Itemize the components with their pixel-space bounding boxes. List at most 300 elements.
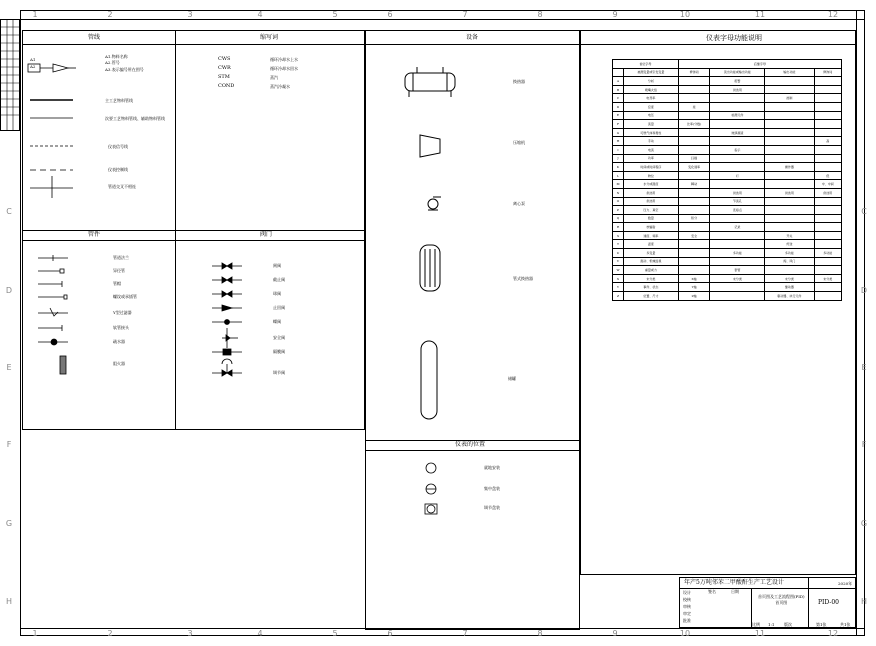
project-year: 2020年 [838, 581, 853, 586]
table-cell [814, 163, 841, 172]
table-header-cell: 后继字母 [678, 60, 841, 69]
table-header-cell: 修饰词 [814, 68, 841, 77]
table-cell: 时间或时间程序 [624, 163, 679, 172]
title-block-footer-item: 1:1 [768, 622, 775, 627]
table-cell: 供选用 [710, 85, 765, 94]
table-cell: 节流孔 [710, 197, 765, 206]
table-cell: 继动器 [765, 283, 814, 292]
table-row [613, 163, 842, 172]
table-row [613, 188, 842, 197]
zone-col-1: 1 [32, 10, 38, 19]
pipeline-text-6: 管道交叉不相连 [108, 184, 136, 189]
table-cell [678, 249, 710, 258]
table-cell: 供选用 [765, 188, 814, 197]
table-cell: 功率 [624, 154, 679, 163]
table-cell: 供选用 [814, 188, 841, 197]
table-cell [814, 223, 841, 232]
abbreviation-code: CWS [218, 56, 231, 62]
zone-col-2: 2 [107, 10, 113, 19]
table-cell: Y [613, 283, 624, 292]
table-row [613, 223, 842, 232]
table-row [613, 85, 842, 94]
table-cell: E [613, 111, 624, 120]
table-row [613, 180, 842, 189]
zone-col-4: 4 [257, 10, 263, 19]
valve-label: 蝶阀 [273, 319, 281, 324]
valve-label: 安全阀 [273, 335, 285, 340]
table-cell [678, 223, 710, 232]
title-block-header: 签名 [708, 589, 716, 594]
table-cell: 速度、频率 [624, 231, 679, 240]
table-cell: 未分类 [765, 274, 814, 283]
zone-col-12: 12 [827, 629, 839, 638]
table-cell [710, 154, 765, 163]
zone-col-5: 5 [332, 10, 338, 19]
zone-row-C: C [861, 207, 867, 216]
table-cell [814, 94, 841, 103]
instrument-letters-table [612, 59, 842, 301]
table-cell [814, 111, 841, 120]
revision-grid-lines [0, 19, 20, 131]
table-row [613, 102, 842, 111]
title-block-line-1 [679, 588, 856, 589]
equipment-title: 设备 [466, 34, 479, 41]
table-cell [765, 154, 814, 163]
table-header-cell: 读出功能或输出功能 [710, 68, 765, 77]
table-cell [678, 145, 710, 154]
table-header-row [613, 68, 842, 77]
zone-col-7: 7 [462, 629, 468, 638]
table-cell [814, 266, 841, 275]
table-cell [678, 266, 710, 275]
table-cell [814, 120, 841, 129]
table-row [613, 214, 842, 223]
table-cell: 重量或力 [624, 266, 679, 275]
zone-col-3: 3 [187, 629, 193, 638]
zone-row-G: G [860, 519, 868, 528]
table-cell: 未分类 [710, 274, 765, 283]
title-block-role: 审定 [683, 611, 691, 616]
table-cell [814, 214, 841, 223]
table-cell [765, 266, 814, 275]
table-cell: 驱动器、执行元件 [765, 292, 814, 301]
table-cell: 指示 [710, 145, 765, 154]
table-cell [678, 188, 710, 197]
table-cell [814, 128, 841, 137]
valve-label: 球阀 [273, 291, 281, 296]
abbreviation-code: STM [218, 74, 230, 80]
table-cell [814, 197, 841, 206]
table-header-cell: 首位字母 [613, 60, 679, 69]
table-row [613, 257, 842, 266]
table-cell: 温度 [624, 240, 679, 249]
table-cell [765, 111, 814, 120]
table-cell: 阀、风门 [765, 257, 814, 266]
table-cell [678, 128, 710, 137]
zone-bar-right [856, 10, 857, 636]
title-block-footer-item: 共1张 [840, 622, 851, 627]
table-row [613, 231, 842, 240]
table-cell: 供选用 [710, 188, 765, 197]
table-cell [765, 180, 814, 189]
fitting-label: Y型过滤器 [113, 310, 132, 315]
table-cell: R [613, 223, 624, 232]
table-cell [814, 154, 841, 163]
title-block-role: 审核 [683, 604, 691, 609]
table-cell: I [613, 145, 624, 154]
table-row [613, 120, 842, 129]
zone-col-11: 11 [754, 629, 766, 638]
table-row [613, 145, 842, 154]
table-cell: 多变量 [624, 249, 679, 258]
fitting-label: 管帽 [113, 281, 121, 286]
table-row [613, 240, 842, 249]
table-cell: 多功能 [710, 249, 765, 258]
equipment-symbols [395, 65, 475, 425]
equipment-title-line [365, 44, 580, 45]
table-cell [710, 257, 765, 266]
table-header-cell: 输出功能 [765, 68, 814, 77]
table-cell: 多功能 [814, 249, 841, 258]
pipeline-label-a1: A1 [30, 57, 36, 62]
instrument-location-label: 集中盘装 [484, 486, 500, 491]
table-cell [678, 240, 710, 249]
zone-row-E: E [6, 363, 12, 372]
pipeline-label-a2: A2 [30, 64, 36, 69]
table-cell: B [613, 85, 624, 94]
table-cell [765, 77, 814, 86]
table-cell: 多功能 [765, 249, 814, 258]
table-cell: 密度 [624, 102, 679, 111]
table-row [613, 274, 842, 283]
table-cell: 传送 [765, 240, 814, 249]
title-block-footer-item: 第1张 [816, 622, 827, 627]
instrument-location-label: 就地安装 [484, 465, 500, 470]
title-block-role: 校核 [683, 597, 691, 602]
table-cell: 控制 [765, 94, 814, 103]
table-cell [710, 180, 765, 189]
table-row [613, 197, 842, 206]
table-cell: U [613, 249, 624, 258]
table-cell [678, 77, 710, 86]
table-cell [710, 231, 765, 240]
zone-col-10: 10 [679, 10, 691, 19]
table-cell [765, 223, 814, 232]
instrument-location-symbols [424, 462, 444, 522]
valve-label: 闸阀 [273, 263, 281, 268]
table-cell: 喷嘴火焰 [624, 85, 679, 94]
table-cell [678, 137, 710, 146]
abbreviation-code: CWR [218, 65, 231, 71]
table-cell [765, 145, 814, 154]
title-block-role: 批准 [683, 618, 691, 623]
table-cell [710, 283, 765, 292]
table-header-row [613, 60, 842, 69]
table-cell: 安全 [678, 231, 710, 240]
table-cell: 位置、尺寸 [624, 292, 679, 301]
table-cell: 变化速率 [678, 163, 710, 172]
table-cell [678, 206, 710, 215]
project-title: 年产5万吨邻苯二甲酸酐生产工艺设计 [684, 579, 784, 586]
pipeline-symbols [28, 48, 88, 198]
table-cell [678, 171, 710, 180]
zone-row-F: F [6, 440, 12, 449]
table-cell: G [613, 128, 624, 137]
zone-col-6: 6 [387, 10, 393, 19]
instrument-letters-title: 仪表字母功能说明 [706, 34, 762, 42]
title-block-role: 设计 [683, 590, 691, 595]
table-cell [765, 137, 814, 146]
table-cell [765, 128, 814, 137]
table-cell: 比率(分数) [678, 120, 710, 129]
table-row [613, 206, 842, 215]
table-cell: 手动 [624, 137, 679, 146]
fitting-label: 螺纹或承插管 [113, 294, 137, 299]
table-cell [765, 197, 814, 206]
table-cell: C [613, 94, 624, 103]
table-cell [765, 85, 814, 94]
zone-row-H: H [5, 597, 12, 606]
table-cell [814, 240, 841, 249]
table-cell: 连接点 [710, 206, 765, 215]
valves-title: 阀门 [260, 231, 273, 238]
table-cell: 振动、机械监视 [624, 257, 679, 266]
table-cell [814, 292, 841, 301]
zone-col-7: 7 [462, 10, 468, 19]
table-cell [814, 231, 841, 240]
table-cell [814, 257, 841, 266]
table-cell: L [613, 171, 624, 180]
fitting-label: 疏水器 [113, 339, 125, 344]
table-cell: X轴 [678, 274, 710, 283]
zone-col-10: 10 [679, 629, 691, 638]
fitting-label: 异径管 [113, 268, 125, 273]
zone-row-D: D [860, 286, 868, 295]
zone-col-5: 5 [332, 629, 338, 638]
legend-mid-line-2 [22, 240, 365, 241]
table-cell: T [613, 240, 624, 249]
table-cell [814, 85, 841, 94]
table-cell: N [613, 188, 624, 197]
valve-label: 截止阀 [273, 277, 285, 282]
table-cell: 积分 [678, 214, 710, 223]
table-row [613, 94, 842, 103]
title-block-footer-item: 版次 [784, 622, 792, 627]
abbreviations-title: 缩写词 [260, 34, 279, 41]
valve-label: 调节阀 [273, 370, 285, 375]
table-cell: H [613, 137, 624, 146]
table-cell: 供选用 [624, 197, 679, 206]
zone-col-4: 4 [257, 629, 263, 638]
zone-col-1: 1 [32, 629, 38, 638]
table-cell: Q [613, 214, 624, 223]
title-block-vline-1 [808, 577, 809, 628]
drawing-number: PID-00 [818, 599, 839, 606]
pipeline-text-5: 仪表控制线 [108, 167, 128, 172]
table-cell: 开关 [765, 231, 814, 240]
table-row [613, 171, 842, 180]
table-cell: Y轴 [678, 283, 710, 292]
instrument-location-line [365, 450, 580, 451]
abbreviation-desc: 蒸汽冷凝水 [270, 84, 290, 89]
table-cell: 低 [814, 171, 841, 180]
zone-col-8: 8 [537, 10, 543, 19]
table-row [613, 137, 842, 146]
table-row [613, 111, 842, 120]
equipment-label: 离心泵 [513, 201, 525, 206]
title-block-header: 日期 [731, 589, 739, 594]
table-cell: D [613, 102, 624, 111]
table-cell: V [613, 257, 624, 266]
table-cell [710, 240, 765, 249]
table-cell: 压力、真空 [624, 206, 679, 215]
table-cell [814, 145, 841, 154]
zone-col-9: 9 [612, 10, 618, 19]
zone-row-D: D [5, 286, 13, 295]
zone-row-G: G [5, 519, 13, 528]
equipment-label: 储罐 [508, 376, 516, 381]
zone-col-9: 9 [612, 629, 618, 638]
table-cell: 套管 [710, 266, 765, 275]
table-cell [678, 111, 710, 120]
table-cell: Z [613, 292, 624, 301]
table-cell [678, 257, 710, 266]
table-row [613, 266, 842, 275]
table-cell [710, 292, 765, 301]
legend-mid-line [22, 230, 365, 231]
table-cell: 物位 [624, 171, 679, 180]
table-cell: 记录 [710, 223, 765, 232]
equipment-label: 压缩机 [513, 140, 525, 145]
abbreviation-desc: 循环冷却水回水 [270, 66, 298, 71]
table-cell [678, 197, 710, 206]
table-cell: 中、中间 [814, 180, 841, 189]
table-row [613, 292, 842, 301]
fitting-label: 管道法兰 [113, 255, 129, 260]
equipment-label: 管式换热器 [513, 276, 533, 281]
zone-bar-top [20, 19, 865, 20]
table-cell: 报警 [710, 77, 765, 86]
pipeline-text-4: 仪表信号线 [108, 144, 128, 149]
valve-label: 止回阀 [273, 305, 285, 310]
table-cell: F [613, 120, 624, 129]
fitting-label: 软管接头 [113, 325, 129, 330]
table-cell: 水分或湿度 [624, 180, 679, 189]
table-cell: 扫描 [678, 154, 710, 163]
table-cell: S [613, 231, 624, 240]
table-cell: Z轴 [678, 292, 710, 301]
table-cell [710, 163, 765, 172]
table-cell [678, 85, 710, 94]
table-cell: 流量 [624, 120, 679, 129]
table-header-cell [613, 68, 624, 77]
table-cell: 电流 [624, 145, 679, 154]
table-cell: 玻璃视镜 [710, 128, 765, 137]
table-cell [765, 102, 814, 111]
instrument-location-title: 仪表的位置 [455, 441, 486, 448]
title-block-footer-item: 比例 [752, 622, 760, 627]
pipeline-text-3: 次要工艺物料管线、辅助物料管线 [105, 116, 165, 121]
table-header-cell: 被测变量或引发变量 [624, 68, 679, 77]
zone-col-6: 6 [387, 629, 393, 638]
zone-col-11: 11 [754, 10, 766, 19]
table-cell [765, 171, 814, 180]
table-cell: 高 [814, 137, 841, 146]
abbreviation-code: COND [218, 83, 235, 89]
table-cell [710, 94, 765, 103]
fitting-label: 阻火器 [113, 361, 125, 366]
table-cell: 未分类 [624, 274, 679, 283]
table-cell [710, 120, 765, 129]
valve-symbols [212, 258, 252, 383]
table-cell: 核辐射 [624, 223, 679, 232]
table-cell: X [613, 274, 624, 283]
table-cell: 检测元件 [710, 111, 765, 120]
table-cell [765, 120, 814, 129]
pipeline-text-1: A1.物料名称 A2.管号 A3.表示编号所在图号 [105, 54, 144, 72]
table-cell [765, 206, 814, 215]
table-cell: P [613, 206, 624, 215]
table-cell [765, 214, 814, 223]
table-cell: 数量 [624, 214, 679, 223]
fitting-symbols [38, 250, 78, 380]
table-cell [814, 206, 841, 215]
table-cell: 分析 [624, 77, 679, 86]
table-cell: 未分类 [814, 274, 841, 283]
instrument-location-label: 调节盘装 [484, 505, 500, 510]
table-row [613, 249, 842, 258]
legend-title-line [22, 44, 365, 45]
abbreviation-desc: 蒸汽 [270, 75, 278, 80]
table-cell: 瞬动 [678, 180, 710, 189]
table-cell: 操作器 [765, 163, 814, 172]
zone-row-E: E [861, 363, 867, 372]
table-cell [814, 102, 841, 111]
table-row [613, 283, 842, 292]
zone-row-F: F [861, 440, 867, 449]
abbreviation-desc: 循环冷却水上水 [270, 57, 298, 62]
table-cell: O [613, 197, 624, 206]
table-cell [710, 137, 765, 146]
table-row [613, 154, 842, 163]
table-cell: 灯 [710, 171, 765, 180]
drawing-title: 首页图及工艺流程图(PID) 首页图 [758, 594, 805, 605]
valve-label: 隔膜阀 [273, 349, 285, 354]
table-cell: 供选用 [624, 188, 679, 197]
table-cell: W [613, 266, 624, 275]
table-cell [710, 214, 765, 223]
table-cell [814, 77, 841, 86]
instrument-letters-title-line [580, 44, 856, 45]
table-cell: A [613, 77, 624, 86]
table-cell: 电压 [624, 111, 679, 120]
zone-col-3: 3 [187, 10, 193, 19]
table-cell [710, 102, 765, 111]
pipelines-title: 管线 [88, 34, 101, 41]
table-cell: 差 [678, 102, 710, 111]
zone-col-2: 2 [107, 629, 113, 638]
table-cell: J [613, 154, 624, 163]
table-cell: 可燃气体和毒性 [624, 128, 679, 137]
zone-col-8: 8 [537, 629, 543, 638]
table-row [613, 128, 842, 137]
table-header-cell: 修饰词 [678, 68, 710, 77]
table-cell: 事件、状态 [624, 283, 679, 292]
equipment-label: 换热器 [513, 79, 525, 84]
pipeline-text-2: 主工艺物料管线 [105, 98, 133, 103]
zone-col-12: 12 [827, 10, 839, 19]
table-cell: K [613, 163, 624, 172]
